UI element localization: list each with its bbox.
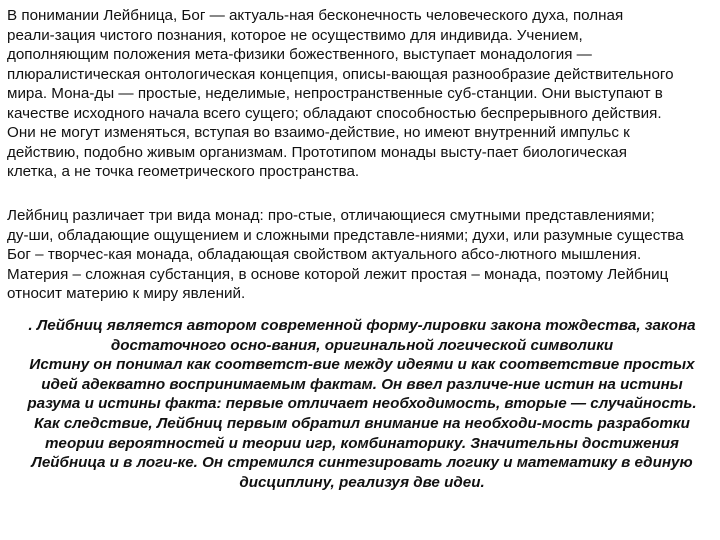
text-line: мира. Мона-ды — простые, неделимые, непространственные суб-станции. Они выступают в [7, 85, 663, 102]
text-line: плюралистическая онтологическая концепция, описы-вающая разнообразие действительного [7, 65, 674, 83]
text-line: относит материю к миру явлений. [7, 285, 246, 302]
text-line: Лейбниц различает три вида монад: про-стые, отличающиеся смутными представлениями; [7, 207, 655, 224]
text-line: достаточного осно-вания, оригинальной логической символики [110, 336, 614, 354]
text-line: дополняющим положения мета-физики божественного, выступает монадология — [7, 46, 592, 63]
highlight-logic-contributions [5, 316, 719, 492]
text-line: реали-зация чистого познания, которое не осуществимо для индивида. Учением, [7, 26, 583, 44]
text-line: Бог – творчес-кая монада, обладающая свойством актуального абсо-лютного мышления. [7, 246, 642, 263]
text-line: Лейбница и в логи-ке. Он стремился синтезировать логику и математику в единую [31, 454, 693, 472]
text-line: Истину он понимал как соответст-вие между идеями и как соответствие простых [29, 356, 695, 374]
text-line: идей адекватно воспринимаемым фактам. Он ввел различе-ние истин на истины [41, 375, 683, 393]
text-line: ду-ши, обладающие ощущением и сложными представле-ниями; духи, или разумные существа [7, 226, 684, 244]
text-line: В понимании Лейбница, Бог — актуаль-ная бесконечность человеческого духа, полная [7, 7, 624, 24]
paragraph-monadology [7, 6, 674, 182]
text-line: . Лейбниц является автором современной форму-лировки закона тождества, закона [28, 317, 696, 334]
text-line: Как следствие, Лейбниц первым обратил внимание на необходи-мость разработки [34, 414, 690, 432]
paragraph-monad-types [7, 206, 684, 304]
text-line: разума и истины факта: первые отличает необходимость, вторые — случайность. [27, 395, 697, 413]
text-line: дисциплину, реализуя две идеи. [239, 473, 485, 491]
text-line: Материя – сложная субстанция, в основе которой лежит простая – монада, поэтому Лейбниц [7, 265, 669, 283]
text-line: действию, подобно живым организмам. Прототипом монады высту-пает биологическая [7, 143, 627, 161]
text-line: клетка, а не точка геометрического пространства. [7, 163, 360, 180]
text-line: Они не могут изменяться, вступая во взаимо-действие, но имеют внутренний импульс к [7, 124, 630, 141]
text-line: теории вероятностей и теории игр, комбинаторику. Значительны достижения [45, 434, 679, 452]
text-line: качестве исходного начала всего сущего; обладают способностью беспрерывного действия. [7, 104, 662, 122]
